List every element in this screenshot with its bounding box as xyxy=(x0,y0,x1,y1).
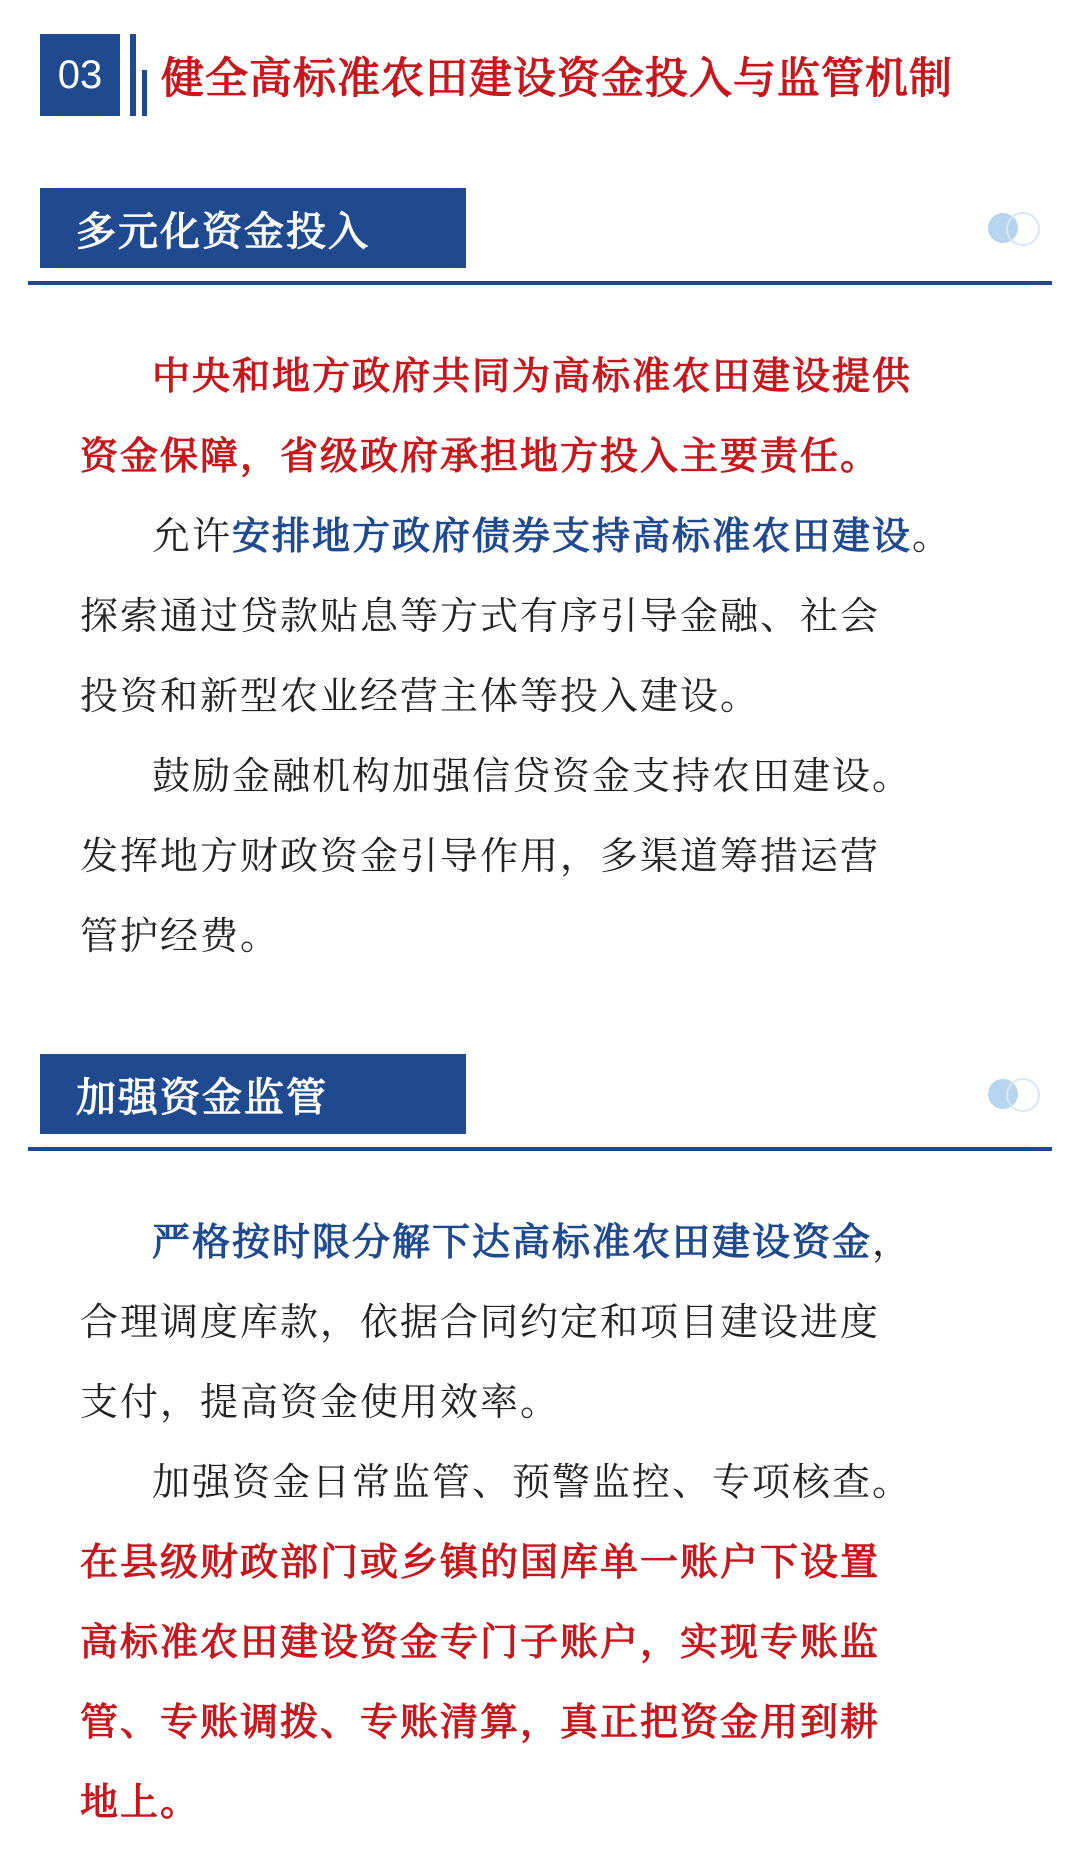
text-line: 投资和新型农业经营主体等投入建设。 xyxy=(80,674,761,718)
highlight-text: 严格按时限分解下达高标准农田建设资金 xyxy=(152,1220,873,1264)
section-header xyxy=(40,34,953,116)
text-line: 鼓励金融机构加强信贷资金支持农田建设。 xyxy=(152,754,913,798)
paragraph-supervision-2 xyxy=(80,1442,1020,1522)
subsection-title-investment: 多元化资金投入 xyxy=(40,188,466,268)
paragraph-investment-1 xyxy=(80,336,1020,496)
section-divider-bars xyxy=(130,34,147,116)
subsection-title-supervision: 加强资金监管 xyxy=(40,1054,466,1134)
section-number: 03 xyxy=(40,34,120,116)
text-line: 加强资金日常监管、预警监控、专项核查。 xyxy=(152,1460,913,1504)
text-line: 高标准农田建设资金专门子账户，实现专账监 xyxy=(80,1620,881,1664)
paragraph-investment-2 xyxy=(80,496,1020,736)
subsection-underline xyxy=(28,281,1052,285)
text-prefix: 允许 xyxy=(152,514,233,558)
text-line: 探索通过贷款贴息等方式有序引导金融、社会 xyxy=(80,594,881,638)
toggle-dots-icon xyxy=(988,210,1044,244)
section-title: 健全高标准农田建设资金投入与监管机制 xyxy=(161,53,953,104)
toggle-dot-outline xyxy=(1006,212,1040,246)
text-line: 管、专账调拨、专账清算，真正把资金用到耕 xyxy=(80,1700,881,1744)
text-line: 资金保障，省级政府承担地方投入主要责任。 xyxy=(80,434,881,478)
paragraph-supervision-3 xyxy=(80,1522,1020,1842)
text-line: 地上。 xyxy=(80,1780,201,1824)
paragraph-supervision-1 xyxy=(80,1202,1020,1442)
paragraph-investment-3 xyxy=(80,736,1020,976)
text-suffix: 。 xyxy=(912,514,953,558)
toggle-dots-icon xyxy=(988,1076,1044,1110)
text-line xyxy=(80,496,1020,576)
text-line: 中央和地方政府共同为高标准农田建设提供 xyxy=(152,354,913,398)
divider-bar-tall xyxy=(130,34,136,116)
text-line: 管护经费。 xyxy=(80,914,281,958)
text-line: 在县级财政部门或乡镇的国库单一账户下设置 xyxy=(80,1540,881,1584)
highlight-text: 安排地方政府债券支持高标准农田建设 xyxy=(232,514,913,558)
text-line: 发挥地方财政资金引导作用，多渠道筹措运营 xyxy=(80,834,881,878)
divider-bar-short xyxy=(142,70,147,116)
text-suffix: ， xyxy=(872,1220,913,1264)
text-line: 合理调度库款，依据合同约定和项目建设进度 xyxy=(80,1300,881,1344)
subsection-underline xyxy=(28,1147,1052,1151)
text-line xyxy=(80,1202,1020,1282)
toggle-dot-outline xyxy=(1006,1078,1040,1112)
text-line: 支付，提高资金使用效率。 xyxy=(80,1380,561,1424)
subsection-header-supervision xyxy=(28,1054,1052,1154)
subsection-header-investment xyxy=(28,188,1052,288)
